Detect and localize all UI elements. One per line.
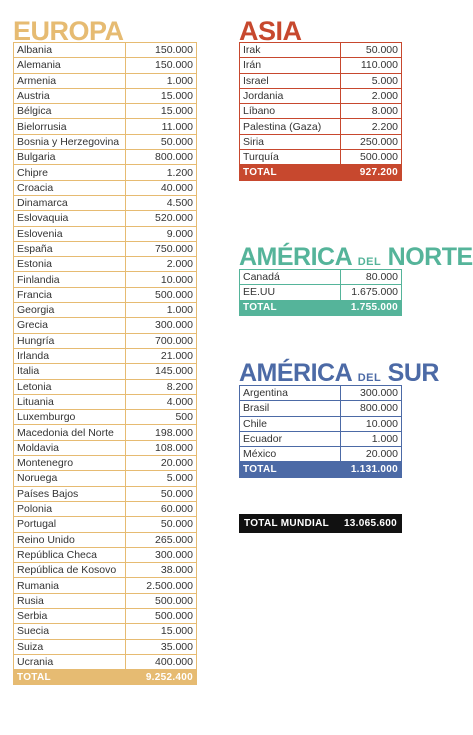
total-mundial-value: 13.065.600 (343, 518, 397, 529)
table-row (14, 73, 197, 88)
table-row (14, 303, 197, 318)
table-row (14, 364, 197, 379)
table-row (14, 150, 197, 165)
table-row (14, 241, 197, 256)
country-name: Bulgaria (14, 150, 126, 165)
table-row (14, 165, 197, 180)
europa-section (13, 18, 197, 685)
country-name: Armenia (14, 73, 126, 88)
country-value: 5.000 (126, 471, 197, 486)
table-row (14, 318, 197, 333)
country-value: 20.000 (126, 456, 197, 471)
country-name: Palestina (Gaza) (240, 119, 341, 134)
country-name: EE.UU (240, 285, 341, 300)
country-name: República Checa (14, 547, 126, 562)
asia-title: ASIA (239, 16, 302, 46)
country-name: Alemania (14, 58, 126, 73)
country-name: Suiza (14, 639, 126, 654)
america-sur-title-del: DEL (357, 372, 382, 384)
country-value: 500.000 (341, 150, 402, 165)
country-value: 9.000 (126, 226, 197, 241)
country-name: Macedonia del Norte (14, 425, 126, 440)
total-value: 1.131.000 (341, 462, 402, 477)
country-value: 10.000 (341, 416, 402, 431)
table-row (14, 104, 197, 119)
country-name: Moldavia (14, 440, 126, 455)
table-row (240, 150, 402, 165)
country-name: Montenegro (14, 456, 126, 471)
country-value: 520.000 (126, 211, 197, 226)
table-row (14, 119, 197, 134)
table-row (240, 285, 402, 300)
america-norte-title-end: NORTE (387, 243, 473, 271)
table-row (14, 134, 197, 149)
country-name: Jordania (240, 88, 341, 103)
country-value: 150.000 (126, 43, 197, 58)
total-row (240, 462, 402, 477)
america-sur-title (239, 359, 439, 387)
country-value: 500 (126, 410, 197, 425)
country-name: Francia (14, 287, 126, 302)
total-value: 927.200 (341, 165, 402, 180)
total-mundial-label: TOTAL MUNDIAL (244, 518, 330, 529)
country-value: 50.000 (341, 43, 402, 58)
country-name: Bosnia y Herzegovina (14, 134, 126, 149)
table-row (14, 547, 197, 562)
table-row (14, 563, 197, 578)
country-value: 145.000 (126, 364, 197, 379)
total-row (14, 670, 197, 685)
country-name: Israel (240, 73, 341, 88)
country-name: Dinamarca (14, 195, 126, 210)
table-row (14, 654, 197, 669)
country-value: 21.000 (126, 348, 197, 363)
country-value: 2.500.000 (126, 578, 197, 593)
country-value: 300.000 (126, 547, 197, 562)
asia-section (239, 18, 402, 181)
table-row (14, 624, 197, 639)
country-value: 500.000 (126, 287, 197, 302)
country-value: 1.200 (126, 165, 197, 180)
country-name: México (240, 447, 341, 462)
country-value: 265.000 (126, 532, 197, 547)
country-value: 35.000 (126, 639, 197, 654)
country-value: 4.000 (126, 394, 197, 409)
table-row (14, 58, 197, 73)
country-name: Croacia (14, 180, 126, 195)
country-value: 11.000 (126, 119, 197, 134)
total-label: TOTAL (240, 300, 341, 315)
country-name: Países Bajos (14, 486, 126, 501)
country-name: Grecia (14, 318, 126, 333)
country-value: 60.000 (126, 501, 197, 516)
country-value: 2.000 (126, 257, 197, 272)
country-value: 108.000 (126, 440, 197, 455)
country-name: Argentina (240, 386, 341, 401)
table-row (14, 272, 197, 287)
country-value: 20.000 (341, 447, 402, 462)
table-row (14, 379, 197, 394)
america-sur-section (239, 359, 439, 478)
country-value: 38.000 (126, 563, 197, 578)
country-value: 15.000 (126, 104, 197, 119)
country-name: Italia (14, 364, 126, 379)
country-value: 50.000 (126, 517, 197, 532)
country-value: 15.000 (126, 88, 197, 103)
country-value: 40.000 (126, 180, 197, 195)
table-row (240, 270, 402, 285)
country-value: 1.000 (126, 303, 197, 318)
country-name: España (14, 241, 126, 256)
country-name: Eslovenia (14, 226, 126, 241)
country-name: Chile (240, 416, 341, 431)
country-name: Reino Unido (14, 532, 126, 547)
country-name: Austria (14, 88, 126, 103)
table-row (14, 180, 197, 195)
country-value: 1.675.000 (341, 285, 402, 300)
country-value: 198.000 (126, 425, 197, 440)
country-value: 250.000 (341, 134, 402, 149)
country-name: Letonia (14, 379, 126, 394)
table-row (240, 88, 402, 103)
country-name: Irlanda (14, 348, 126, 363)
table-row (14, 456, 197, 471)
asia-table (239, 42, 402, 181)
table-row (14, 287, 197, 302)
total-row (240, 300, 402, 315)
country-name: Portugal (14, 517, 126, 532)
country-value: 800.000 (341, 401, 402, 416)
country-value: 2.200 (341, 119, 402, 134)
country-name: Lituania (14, 394, 126, 409)
america-norte-title (239, 243, 473, 271)
table-row (14, 333, 197, 348)
table-row (14, 471, 197, 486)
country-value: 300.000 (126, 318, 197, 333)
total-mundial-bar (239, 514, 402, 533)
country-value: 750.000 (126, 241, 197, 256)
table-row (240, 447, 402, 462)
table-row (14, 195, 197, 210)
table-row (14, 486, 197, 501)
table-row (240, 73, 402, 88)
country-name: Bielorrusia (14, 119, 126, 134)
country-name: Suecia (14, 624, 126, 639)
country-name: Irak (240, 43, 341, 58)
country-name: Chipre (14, 165, 126, 180)
table-row (14, 608, 197, 623)
country-name: Finlandia (14, 272, 126, 287)
country-value: 800.000 (126, 150, 197, 165)
country-name: Eslovaquia (14, 211, 126, 226)
country-name: Rusia (14, 593, 126, 608)
country-name: Canadá (240, 270, 341, 285)
country-value: 500.000 (126, 593, 197, 608)
country-name: Albania (14, 43, 126, 58)
total-label: TOTAL (240, 462, 341, 477)
country-value: 150.000 (126, 58, 197, 73)
country-value: 5.000 (341, 73, 402, 88)
country-value: 8.200 (126, 379, 197, 394)
table-row (14, 440, 197, 455)
table-row (240, 58, 402, 73)
country-value: 10.000 (126, 272, 197, 287)
country-name: Noruega (14, 471, 126, 486)
country-name: Polonia (14, 501, 126, 516)
table-row (240, 416, 402, 431)
country-name: Ecuador (240, 431, 341, 446)
country-name: Rumania (14, 578, 126, 593)
country-value: 1.000 (126, 73, 197, 88)
table-row (14, 501, 197, 516)
country-name: Brasil (240, 401, 341, 416)
table-row (14, 639, 197, 654)
america-sur-title-end: SUR (387, 359, 439, 387)
country-value: 80.000 (341, 270, 402, 285)
table-row (240, 431, 402, 446)
country-value: 400.000 (126, 654, 197, 669)
country-value: 50.000 (126, 486, 197, 501)
america-sur-title-main: AMÉRICA (239, 359, 352, 387)
country-name: Estonia (14, 257, 126, 272)
america-norte-title-del: DEL (357, 256, 382, 268)
table-row (14, 578, 197, 593)
table-row (14, 257, 197, 272)
country-value: 300.000 (341, 386, 402, 401)
country-value: 1.000 (341, 431, 402, 446)
america-norte-title-main: AMÉRICA (239, 243, 352, 271)
country-value: 4.500 (126, 195, 197, 210)
america-norte-section (239, 243, 473, 316)
country-name: Bélgica (14, 104, 126, 119)
country-value: 15.000 (126, 624, 197, 639)
country-name: Siria (240, 134, 341, 149)
table-row (14, 532, 197, 547)
country-name: Turquía (240, 150, 341, 165)
table-row (14, 425, 197, 440)
table-row (14, 226, 197, 241)
country-name: Serbia (14, 608, 126, 623)
total-row (240, 165, 402, 180)
europa-table (13, 42, 197, 685)
america-sur-table (239, 385, 402, 478)
table-row (240, 119, 402, 134)
country-name: República de Kosovo (14, 563, 126, 578)
europa-title: EUROPA (13, 16, 124, 46)
table-row (14, 517, 197, 532)
total-label: TOTAL (240, 165, 341, 180)
total-label: TOTAL (14, 670, 126, 685)
country-name: Luxemburgo (14, 410, 126, 425)
country-value: 50.000 (126, 134, 197, 149)
total-value: 9.252.400 (126, 670, 197, 685)
table-row (14, 593, 197, 608)
table-row (240, 134, 402, 149)
country-value: 110.000 (341, 58, 402, 73)
table-row (240, 386, 402, 401)
table-row (240, 401, 402, 416)
country-value: 500.000 (126, 608, 197, 623)
total-value: 1.755.000 (341, 300, 402, 315)
table-row (240, 104, 402, 119)
table-row (14, 394, 197, 409)
country-name: Hungría (14, 333, 126, 348)
america-norte-table (239, 269, 402, 316)
country-name: Ucrania (14, 654, 126, 669)
table-row (14, 211, 197, 226)
country-name: Georgia (14, 303, 126, 318)
country-name: Irán (240, 58, 341, 73)
table-row (14, 348, 197, 363)
table-row (14, 88, 197, 103)
table-row (14, 410, 197, 425)
country-value: 8.000 (341, 104, 402, 119)
country-value: 2.000 (341, 88, 402, 103)
country-value: 700.000 (126, 333, 197, 348)
country-name: Líbano (240, 104, 341, 119)
